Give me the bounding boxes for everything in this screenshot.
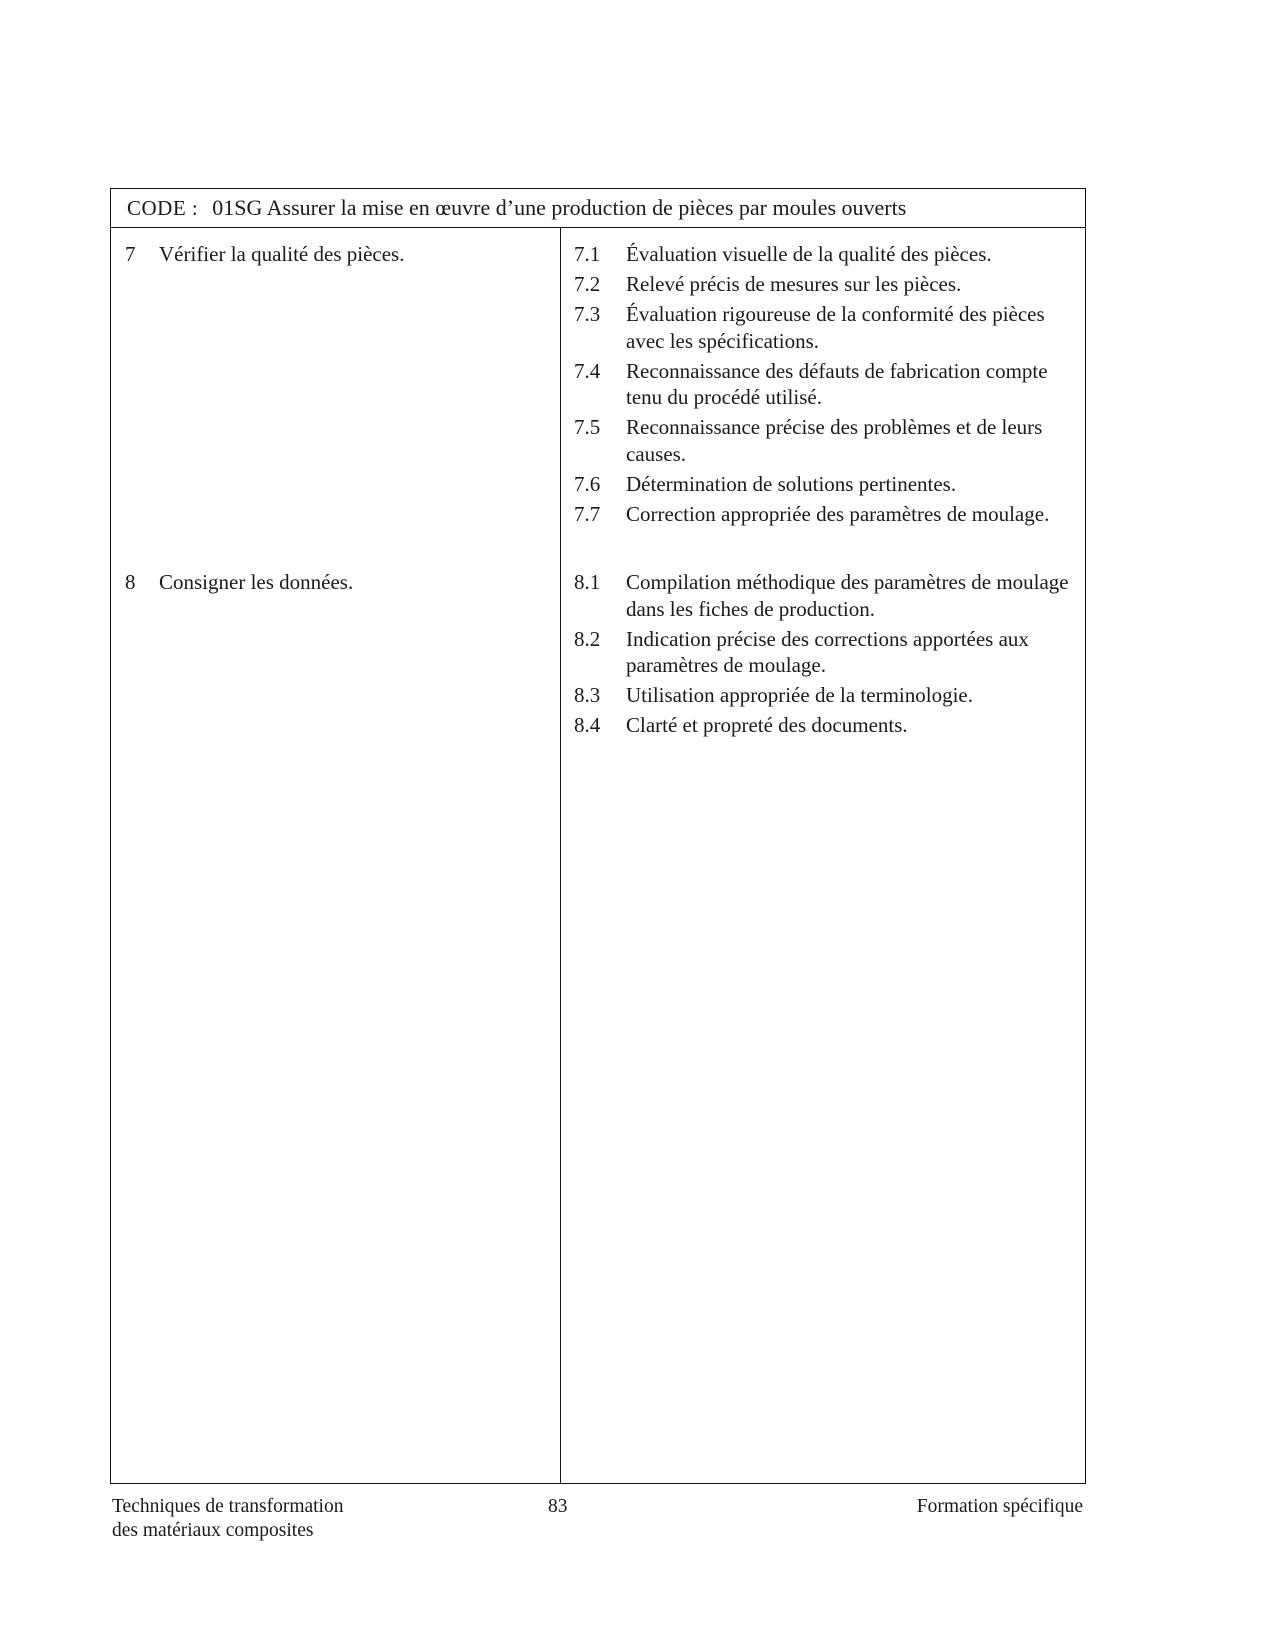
footer-program-title [112, 1495, 343, 1543]
code-label: CODE : [127, 195, 199, 220]
criterion-8-2 [574, 626, 1074, 679]
competency-label: Consigner les données. [159, 570, 354, 594]
code-header [111, 189, 1085, 228]
criterion-text: Indication précise des corrections apportées aux paramètres de moulage. [626, 626, 1029, 677]
criterion-8-3 [574, 682, 1074, 709]
criterion-7-2 [574, 271, 1074, 298]
criterion-number: 7.5 [574, 415, 601, 439]
criterion-text: Reconnaissance précise des problèmes et de leurs causes. [626, 415, 1043, 466]
criterion-7-5 [574, 414, 1074, 467]
criterion-number: 8.4 [574, 713, 601, 737]
criterion-number: 7.6 [574, 471, 601, 496]
footer-program-line-2: des matériaux composites [112, 1520, 314, 1541]
competency-table [110, 188, 1086, 1484]
competency-number: 8 [125, 570, 136, 594]
criteria-list-7 [574, 241, 1074, 531]
criterion-text: Clarté et propreté des documents. [626, 713, 908, 737]
criterion-7-3 [574, 301, 1074, 354]
criterion-number: 7.7 [574, 501, 601, 526]
criterion-number: 7.3 [574, 302, 601, 326]
criterion-number: 7.1 [574, 242, 601, 266]
criterion-text: Évaluation rigoureuse de la conformité des pièces avec les spécifications. [626, 302, 1045, 353]
criterion-number: 8.1 [574, 570, 601, 594]
criterion-text: Évaluation visuelle de la qualité des pièces. [626, 242, 992, 266]
competency-element-8 [125, 569, 353, 596]
criterion-7-7 [574, 501, 1074, 528]
criterion-text: Détermination de solutions pertinentes. [626, 471, 957, 496]
footer-section-title: Formation spécifique [916, 1496, 1083, 1517]
criterion-7-4 [574, 358, 1074, 411]
criterion-number: 8.2 [574, 626, 601, 651]
competency-label: Vérifier la qualité des pièces. [159, 242, 405, 266]
code-title: 01SG Assurer la mise en œuvre d’une production de pièces par moules ouverts [212, 195, 907, 220]
criterion-text: Relevé précis de mesures sur les pièces. [626, 272, 962, 296]
page-number: 83 [548, 1496, 568, 1517]
criterion-number: 8.3 [574, 683, 601, 707]
competency-number: 7 [125, 242, 136, 266]
criterion-text: Utilisation appropriée de la terminologie. [626, 683, 973, 707]
criterion-number: 7.2 [574, 272, 601, 296]
criterion-text: Compilation méthodique des paramètres de moulage dans les fiches de production. [626, 570, 1069, 621]
criterion-8-1 [574, 569, 1074, 622]
footer-program-line-1: Techniques de transformation [112, 1496, 344, 1517]
criterion-7-1 [574, 241, 1074, 268]
column-divider [560, 227, 561, 1483]
criteria-list-8 [574, 569, 1074, 742]
criterion-8-4 [574, 712, 1074, 739]
competency-element-7 [125, 241, 404, 268]
criterion-number: 7.4 [574, 358, 601, 383]
criterion-7-6 [574, 471, 1074, 498]
criterion-text: Reconnaissance des défauts de fabrication compte tenu du procédé utilisé. [626, 358, 1048, 409]
criterion-text: Correction appropriée des paramètres de moulage. [626, 501, 1050, 526]
